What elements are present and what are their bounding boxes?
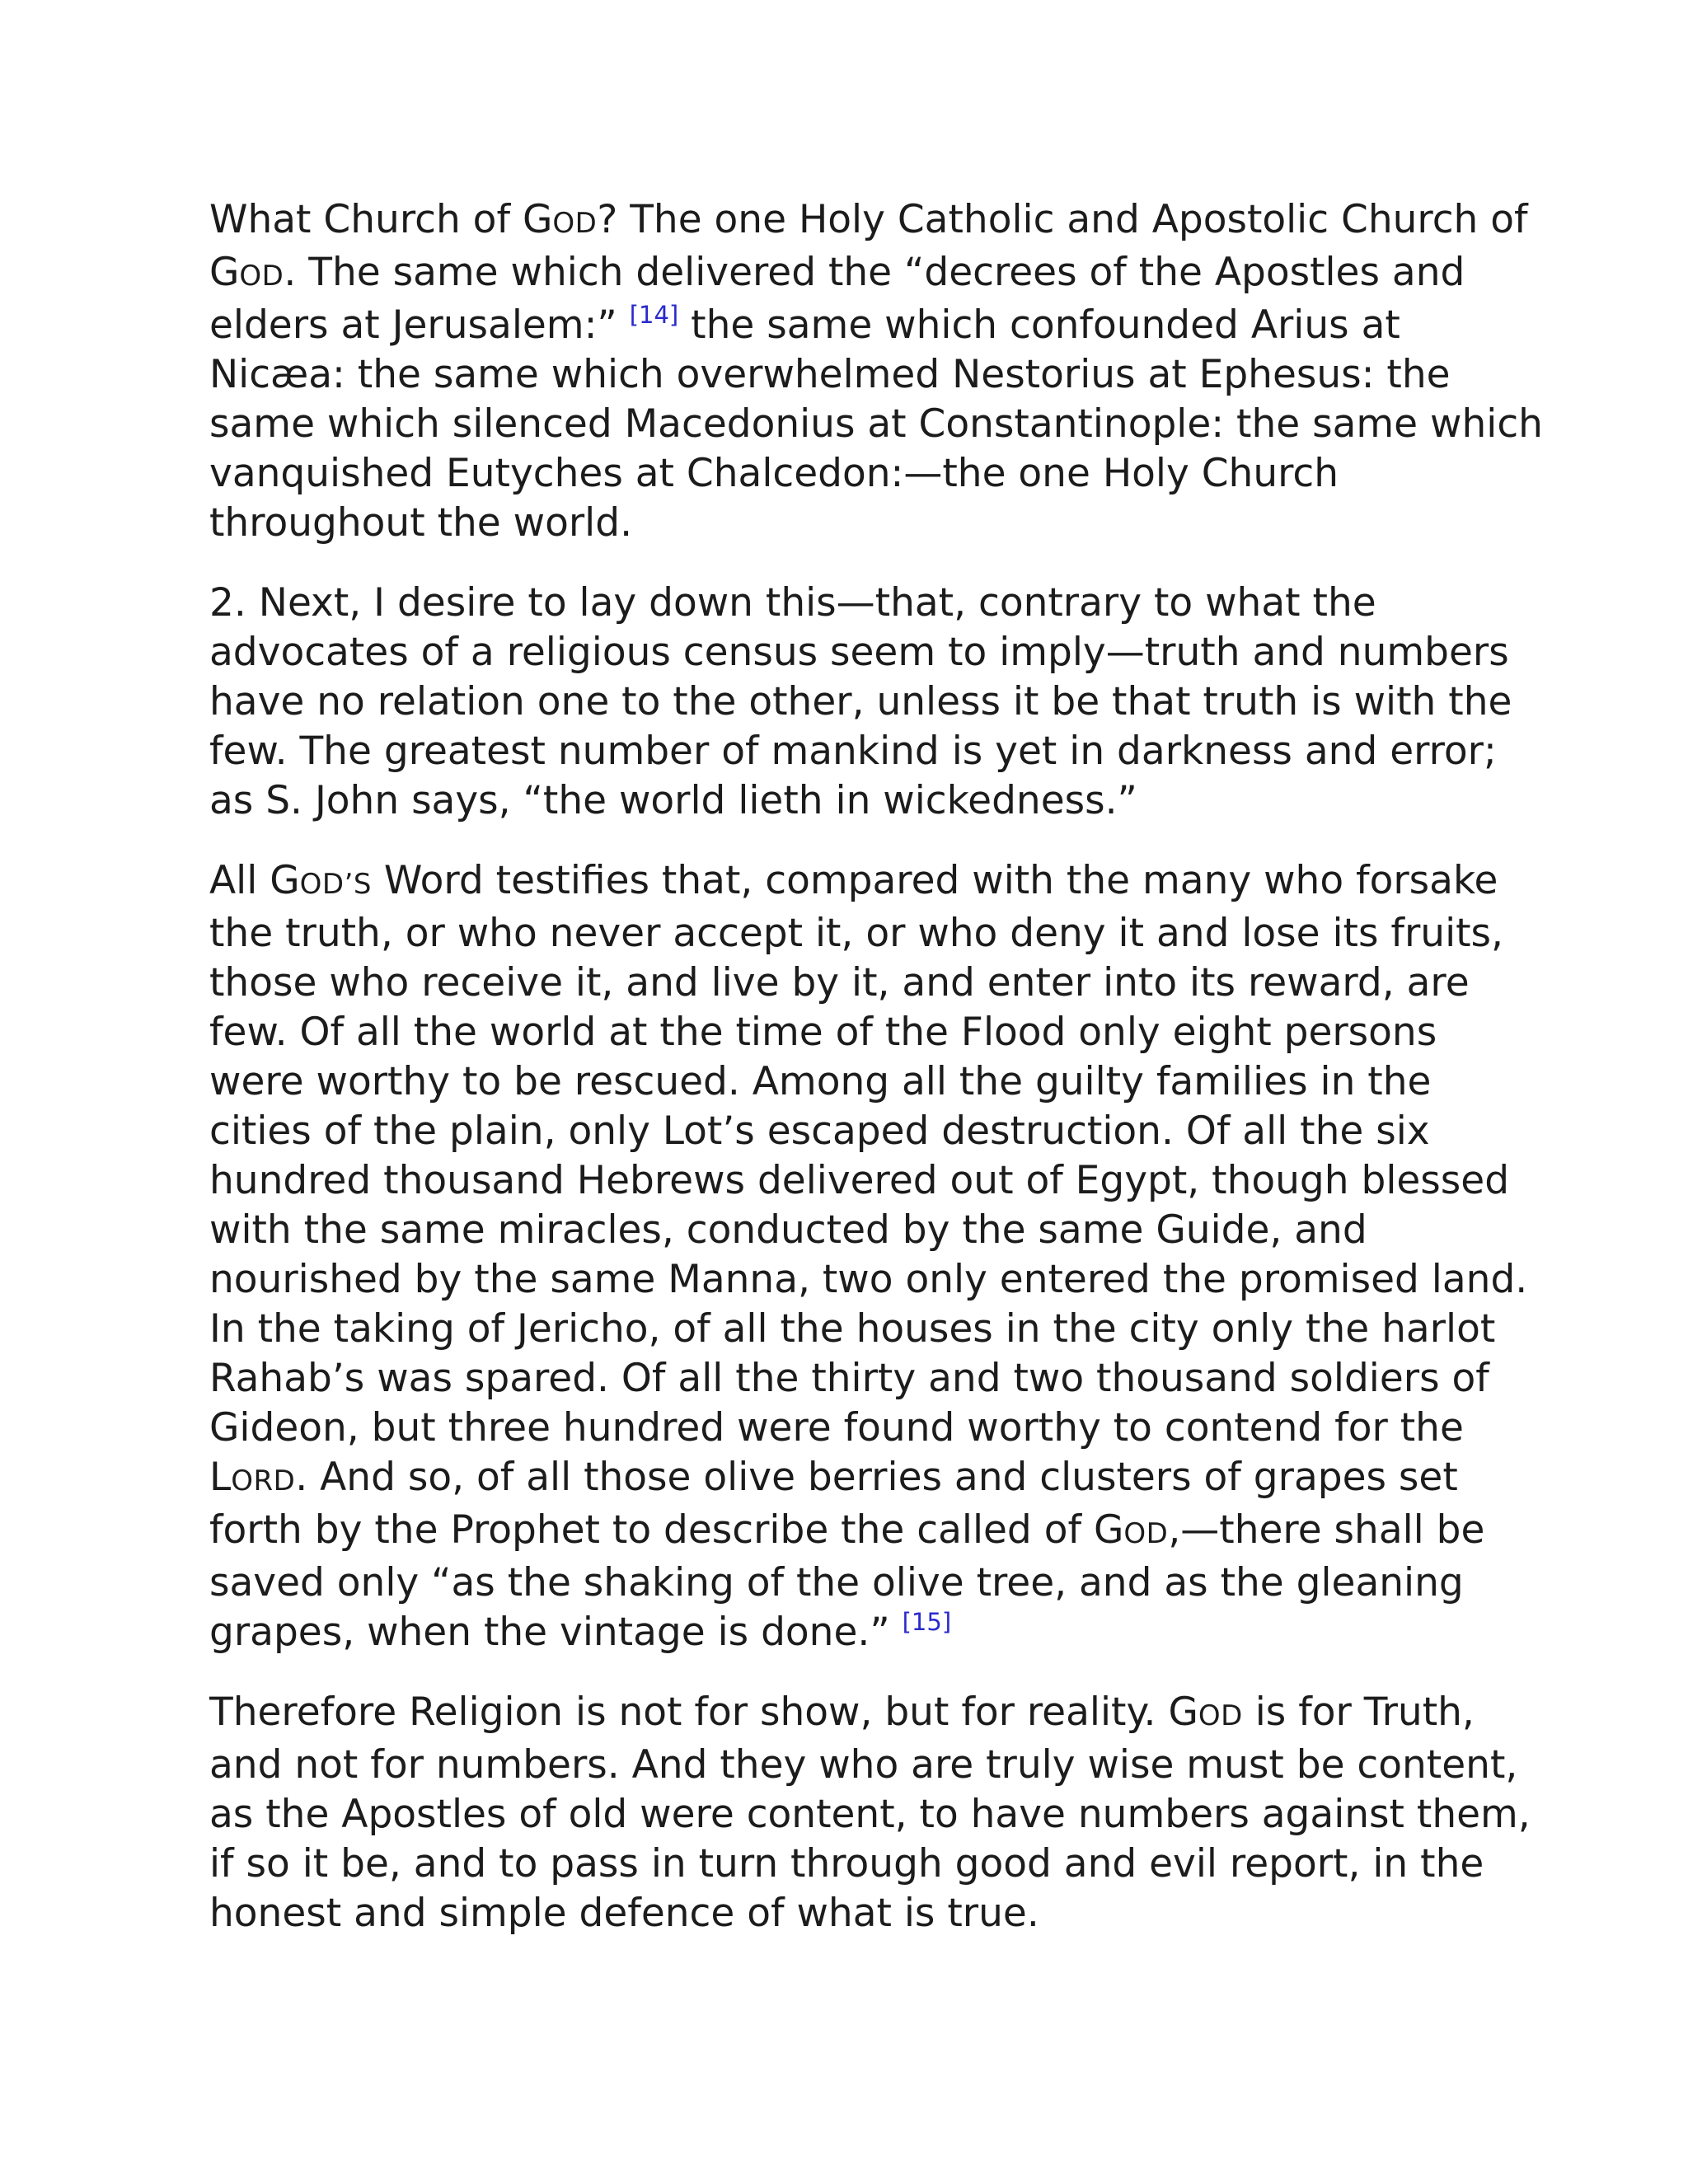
text-line: as S. John says, “the world lieth in wickedness.” <box>209 778 1137 823</box>
text-line: saved only “as the shaking of the olive tree, and as the gleaning <box>209 1560 1464 1605</box>
text-line: those who receive it, and live by it, and enter into its reward, are <box>209 960 1470 1005</box>
text-line: grapes, when the vintage is done.” [15] <box>209 1608 952 1655</box>
text-line: 2. Next, I desire to lay down this—that, contrary to what the <box>209 580 1376 626</box>
text-line: Nicæa: the same which overwhelmed Nestorius at Ephesus: the <box>209 352 1451 397</box>
text-line: forth by the Prophet to describe the called of GOD,—there shall be <box>209 1507 1485 1553</box>
text-line: few. Of all the world at the time of the Flood only eight persons <box>209 1010 1437 1055</box>
text-line: if so it be, and to pass in turn through good and evil report, in the <box>209 1841 1484 1886</box>
paragraph-1 <box>209 195 1543 548</box>
text-line: In the taking of Jericho, of all the houses in the city only the harlot <box>209 1306 1496 1352</box>
text-line: throughout the world. <box>209 500 633 546</box>
text-line: and not for numbers. And they who are truly wise must be content, <box>209 1742 1518 1788</box>
text-line: Therefore Religion is not for show, but for reality. GOD is for Truth, <box>209 1690 1475 1735</box>
text-line: few. The greatest number of mankind is yet in darkness and error; <box>209 729 1497 774</box>
text-line: as the Apostles of old were content, to have numbers against them, <box>209 1792 1531 1837</box>
document-page <box>209 195 1543 1969</box>
text-line: same which silenced Macedonius at Constantinople: the same which <box>209 401 1543 447</box>
footnote-link-15[interactable]: [15] <box>902 1608 952 1636</box>
paragraph-3 <box>209 856 1528 1657</box>
text-line: Gideon, but three hundred were found worthy to contend for the <box>209 1405 1464 1451</box>
text-line: LORD. And so, of all those olive berries and clusters of grapes set <box>209 1455 1458 1500</box>
text-line: All GOD’S Word testifies that, compared with the many who forsake <box>209 858 1498 903</box>
text-line: vanquished Eutyches at Chalcedon:—the one Holy Church <box>209 451 1339 496</box>
text-line: have no relation one to the other, unless it be that truth is with the <box>209 679 1512 724</box>
footnote-link-14[interactable]: [14] <box>629 301 679 329</box>
paragraph-2 <box>209 579 1512 826</box>
text-line: the truth, or who never accept it, or who deny it and lose its fruits, <box>209 911 1503 956</box>
paragraph-4 <box>209 1688 1531 1938</box>
text-line: What Church of GOD? The one Holy Catholic and Apostolic Church of <box>209 197 1528 242</box>
text-line: elders at Jerusalem:” [14] the same which confounded Arius at <box>209 301 1400 348</box>
text-line: GOD. The same which delivered the “decrees of the Apostles and <box>209 250 1465 295</box>
text-line: hundred thousand Hebrews delivered out of Egypt, though blessed <box>209 1158 1510 1203</box>
text-line: cities of the plain, only Lot’s escaped destruction. Of all the six <box>209 1108 1430 1154</box>
text-line: Rahab’s was spared. Of all the thirty and two thousand soldiers of <box>209 1356 1489 1401</box>
text-line: with the same miracles, conducted by the same Guide, and <box>209 1207 1367 1253</box>
text-line: nourished by the same Manna, two only entered the promised land. <box>209 1257 1528 1302</box>
text-line: advocates of a religious census seem to imply—truth and numbers <box>209 630 1509 675</box>
text-line: were worthy to be rescued. Among all the guilty families in the <box>209 1059 1432 1104</box>
text-line: honest and simple defence of what is true. <box>209 1891 1039 1936</box>
